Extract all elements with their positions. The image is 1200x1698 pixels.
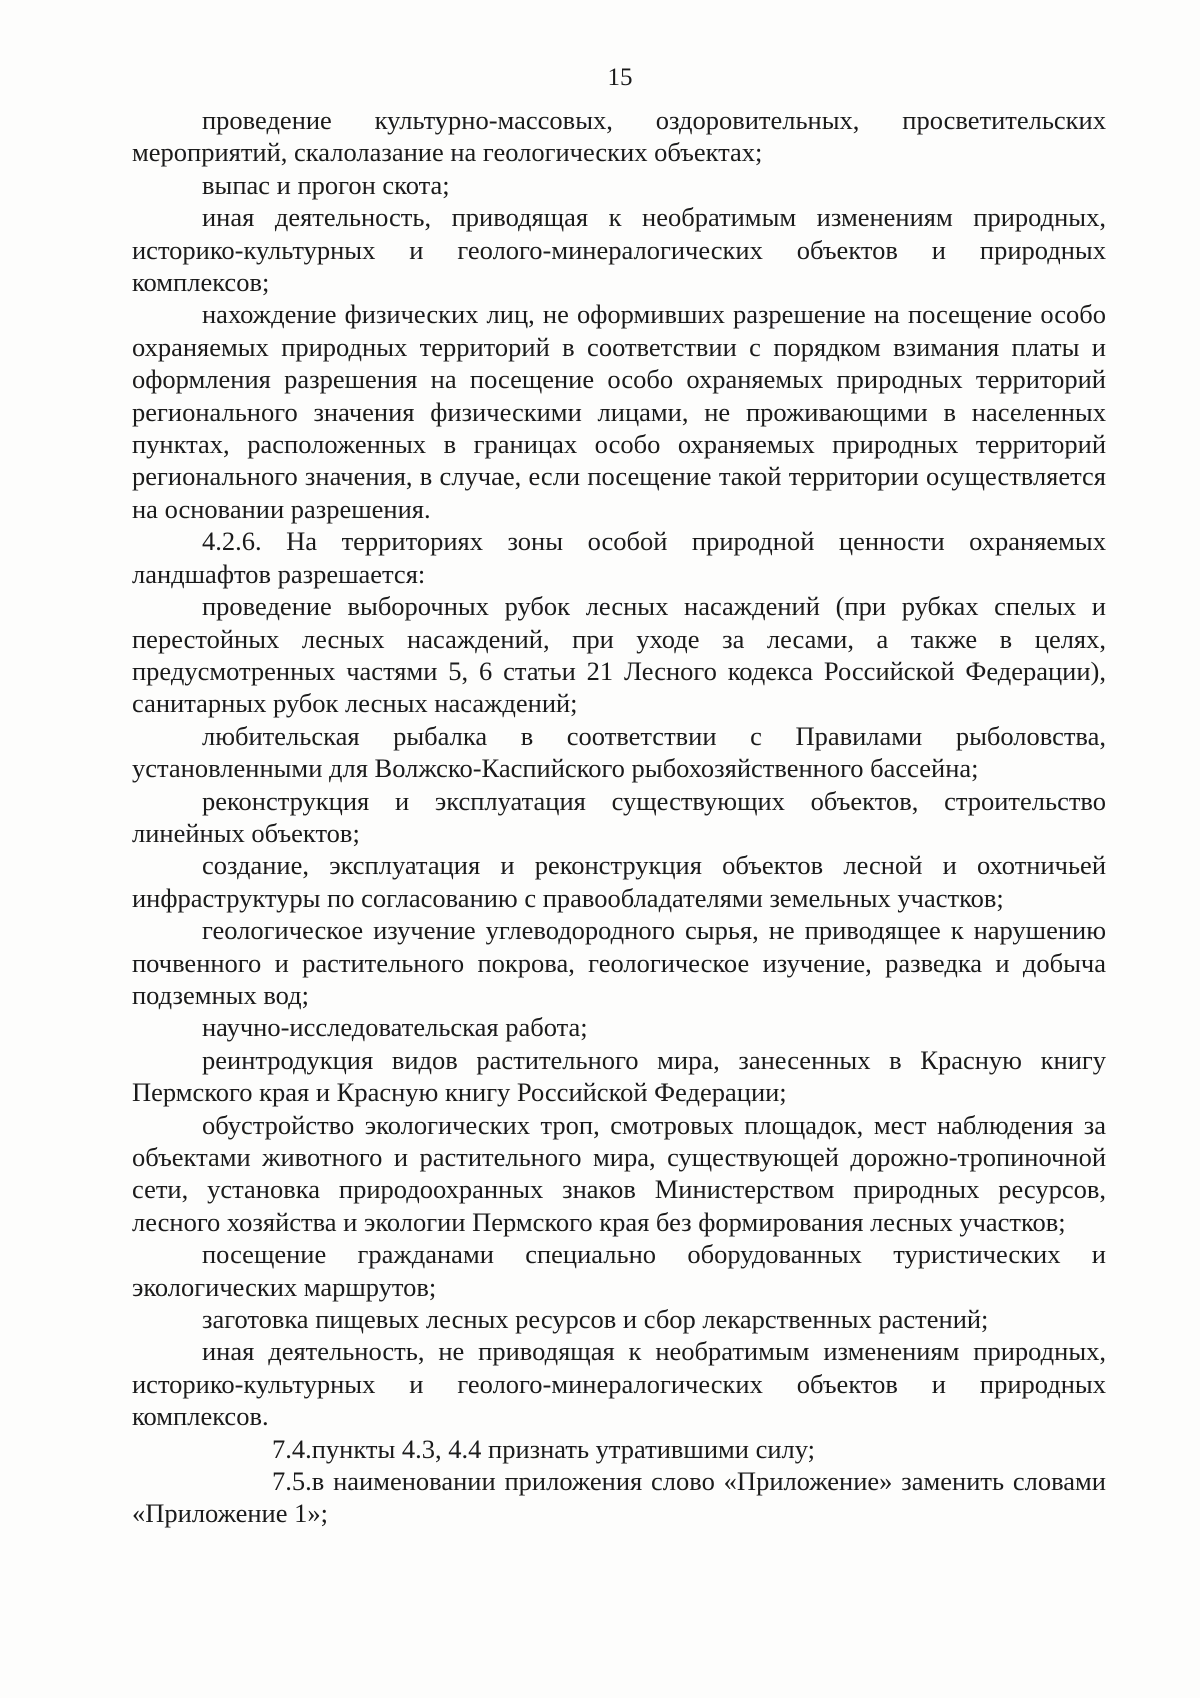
paragraph-6: проведение выборочных рубок лесных насаждений (при рубках спелых и перестойных лесных насаждений, при уходе за лесами, а также в целях, предусмотренных частями 5, 6 статьи 21 Лесного кодекса Российской Федерации), санитарных рубок лесных насаждений; (132, 591, 1106, 719)
paragraph-12: реинтродукция видов растительного мира, занесенных в Красную книгу Пермского края и Красную книгу Российской Федерации; (132, 1044, 1106, 1108)
paragraph-10: геологическое изучение углеводородного сырья, не приводящее к нарушению почвенного и растительного покрова, геологическое изучение, разведка и добыча подземных вод; (132, 915, 1106, 1010)
paragraph-15: заготовка пищевых лесных ресурсов и сбор лекарственных растений; (202, 1304, 989, 1335)
item-7-4-number: 7.4. (272, 1433, 312, 1464)
paragraph-8: реконструкция и эксплуатация существующих объектов, строительство линейных объектов; (132, 785, 1106, 848)
page-number: 15 (607, 64, 633, 91)
paragraph-4: нахождение физических лиц, не оформивших разрешение на посещение особо охраняемых природных территорий в соответствии с порядком взимания платы и оформления разрешения на посещение особо охраняемых природных территорий регионального значения физическими лицами, не проживающими в населенных пунктах, расположенных в границах особо охраняемых природных территорий регионального значения, в случае, если посещение такой территории осуществляется на основании разрешения. (132, 299, 1106, 524)
paragraph-11: научно-исследовательская работа; (202, 1012, 588, 1043)
paragraph-5: 4.2.6. На территориях зоны особой природной ценности охраняемых ландшафтов разрешается: (132, 526, 1106, 589)
item-7-4-text: пункты 4.3, 4.4 признать утратившими силу; (311, 1433, 816, 1464)
paragraph-16: иная деятельность, не приводящая к необратимым изменениям природных, историко-культурных и геолого-минералогических объектов и природных комплексов. (132, 1336, 1106, 1432)
item-7-4 (132, 1433, 1106, 1465)
paragraph-13: обустройство экологических троп, смотровых площадок, мест наблюдения за объектами животного и растительного мира, существующей дорожно-тропиночной сети, установка природоохранных знаков Министерством природных ресурсов, лесного хозяйства и экологии Пермского края без формирования лесных участков; (132, 1109, 1106, 1237)
paragraph-9: создание, эксплуатация и реконструкция объектов лесной и охотничьей инфраструктуры по согласованию с правообладателями земельных участков; (132, 850, 1106, 913)
item-7-5 (132, 1465, 1106, 1530)
paragraph-2: выпас и прогон скота; (202, 169, 450, 200)
paragraph-14: посещение гражданами специально оборудованных туристических и экологических маршрутов; (132, 1239, 1106, 1302)
paragraph-3: иная деятельность, приводящая к необратимым изменениям природных, историко-культурных и геолого-минералогических объектов и природных комплексов; (132, 202, 1106, 298)
paragraph-7: любительская рыбалка в соответствии с Правилами рыболовства, установленными для Волжско-Каспийского рыбохозяйственного бассейна; (132, 720, 1106, 784)
document-body (132, 104, 1106, 1530)
item-7-5-number: 7.5. (272, 1466, 312, 1497)
paragraph-1: проведение культурно-массовых, оздоровительных, просветительских мероприятий, скалолазание на геологических объектах; (132, 105, 1106, 168)
item-7-5-text: в наименовании приложения слово «Приложение» заменить словами «Приложение 1»; (132, 1466, 1106, 1529)
